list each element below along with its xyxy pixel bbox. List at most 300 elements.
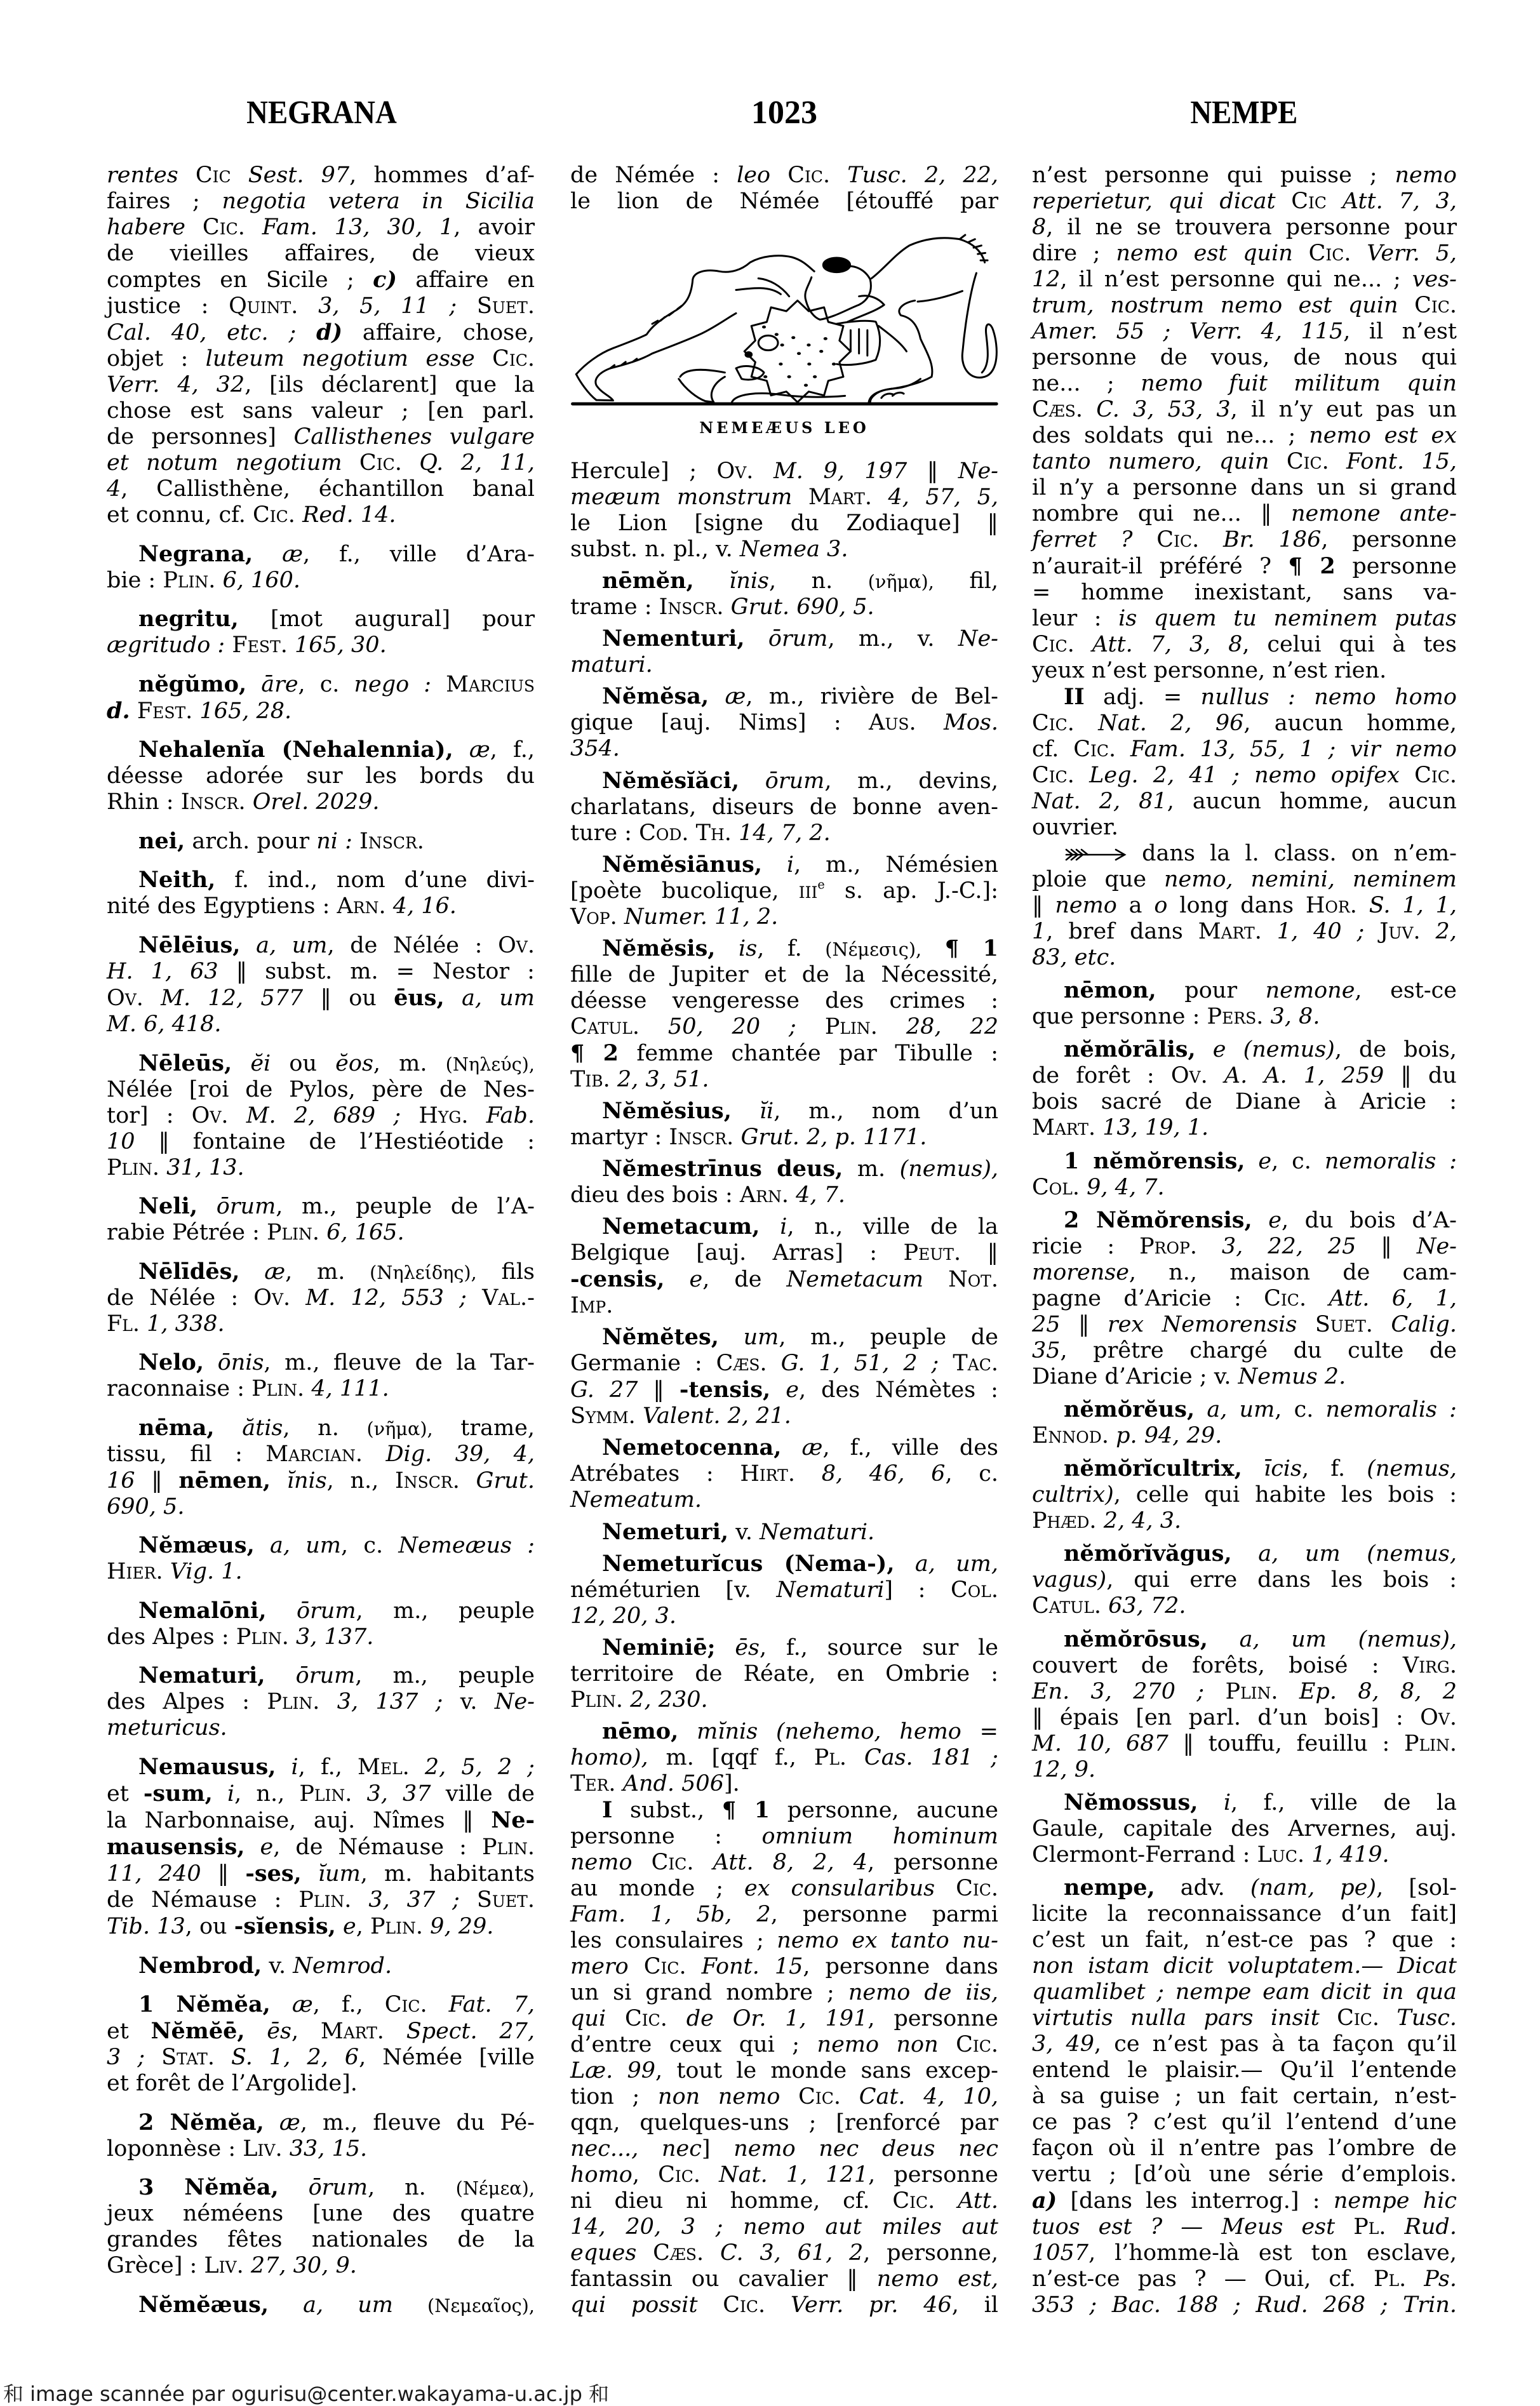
- author-abbreviation: Cic.: [892, 2188, 935, 2214]
- headword: Nehalenĭa (Nehalennia),: [138, 737, 453, 763]
- text-line: [107, 346, 535, 372]
- italic-text: Ne-: [958, 626, 998, 652]
- dictionary-entry: [107, 737, 535, 815]
- text-line: [570, 594, 998, 620]
- author-abbreviation: Cic.: [1308, 241, 1351, 266]
- text: ture :: [570, 820, 639, 846]
- text: affaire, chose,: [342, 320, 535, 345]
- text: objet :: [107, 346, 206, 371]
- paragraph: [107, 1953, 535, 1979]
- text: d’entre ceux qui ;: [570, 2031, 817, 2057]
- text-line: [570, 1824, 998, 1850]
- text: [351, 1887, 368, 1913]
- text: f. ind., nom d’une divi-: [215, 867, 535, 893]
- text-line: [570, 1403, 998, 1429]
- headword: Nĕmŏrensis,: [1095, 1206, 1252, 1233]
- author-abbreviation: Catul.: [570, 1013, 639, 1039]
- text: , f.: [1301, 1456, 1367, 1482]
- text: leur :: [1032, 606, 1119, 631]
- text: [700, 2162, 719, 2188]
- text-line: [1032, 1004, 1457, 1030]
- italic-text: a, um (nemus),: [1239, 1626, 1457, 1652]
- text: [1196, 1037, 1213, 1062]
- text: dire ;: [1032, 241, 1116, 266]
- italic-text: Att. 7, 3, 8: [1092, 632, 1243, 657]
- text: [796, 1014, 825, 1039]
- greek-form: (Νηλεύς),: [445, 1053, 535, 1075]
- bold-italic-label: c): [373, 267, 397, 293]
- italic-text: ēs: [267, 2019, 291, 2045]
- author-abbreviation: Cæs.: [653, 2240, 704, 2266]
- italic-text: nempe hic: [1333, 2188, 1457, 2214]
- text: [792, 485, 808, 510]
- text: s. ap. J.-C.]:: [824, 878, 998, 904]
- running-head-first-word: [131, 97, 512, 130]
- text-line: [1032, 1338, 1457, 1364]
- italic-text: i: [291, 1754, 298, 1780]
- text-line: [570, 852, 998, 878]
- text: fils: [476, 1259, 535, 1285]
- text: [283, 2136, 290, 2162]
- text: [636, 2240, 653, 2266]
- text: Clermont-Ferrand :: [1032, 1841, 1257, 1868]
- italic-text: Numer. 11, 2.: [624, 904, 779, 930]
- text: le Lion [signe du Zodiaque] ‖: [570, 511, 998, 536]
- dictionary-entry: [107, 1991, 535, 2097]
- text-line: [1032, 423, 1457, 449]
- text: qqn, quelques-uns ; [renforcé par: [570, 2109, 998, 2135]
- italic-text: ĭnis: [286, 1467, 327, 1494]
- text: [dans les interrog.] :: [1057, 2188, 1334, 2214]
- italic-text: Læ. 99: [570, 2057, 655, 2083]
- italic-text: omnium hominum: [761, 1823, 998, 1849]
- dictionary-entry: [570, 1098, 998, 1151]
- text-line: [1032, 2005, 1457, 2031]
- italic-text: Br. 186: [1223, 527, 1322, 552]
- text-line: [570, 1377, 998, 1403]
- dictionary-entry: [1032, 977, 1457, 1030]
- italic-text: 165, 28.: [199, 698, 292, 724]
- italic-text: 1, 40 ;: [1276, 919, 1365, 944]
- bold-text: nēmen,: [178, 1467, 271, 1494]
- text-line: [1032, 1875, 1457, 1901]
- text-line: [107, 1861, 535, 1887]
- author-abbreviation: Cic.: [1156, 527, 1200, 552]
- author-abbreviation: Plin.: [481, 1835, 535, 1860]
- greek-form: (νῆμα),: [867, 571, 934, 593]
- text: [246, 672, 261, 697]
- italic-text: Grut.: [476, 1467, 535, 1494]
- italic-text: Tib. 13: [107, 1914, 185, 1939]
- text-line: [107, 959, 535, 985]
- text: , Callisthène, échantillon banal: [121, 476, 535, 502]
- text-line: [570, 1351, 998, 1377]
- text: , f., ville des: [822, 1435, 998, 1461]
- dictionary-entry: [570, 768, 998, 846]
- italic-text: Nemetacum: [786, 1267, 924, 1293]
- italic-text: ĭum: [318, 1861, 361, 1887]
- text: m.: [843, 1156, 900, 1182]
- paragraph: [107, 2109, 535, 2162]
- text: [715, 936, 739, 961]
- dictionary-entry: [1032, 1455, 1457, 1534]
- text-line: [1032, 1757, 1457, 1783]
- text: femme chantée par Tibulle :: [619, 1040, 998, 1066]
- text: nombre qui ne... ‖: [1032, 501, 1291, 526]
- text: [253, 542, 282, 567]
- text-line: [570, 2136, 998, 2162]
- text: [poète bucolique,: [570, 878, 799, 904]
- text: vertu ; [d’où une série d’emplois.: [1032, 2161, 1457, 2187]
- headword: Nemalōni,: [138, 1597, 267, 1624]
- text: ‖ fontaine de l’Hestiéotide :: [135, 1128, 535, 1154]
- author-abbreviation: Ov.: [1170, 1063, 1208, 1089]
- text-line: [1032, 2031, 1457, 2057]
- text: , c.: [298, 671, 354, 697]
- headword: Nĕmĕsĭăci,: [602, 767, 740, 794]
- running-head-last-word: [1054, 97, 1435, 130]
- italic-text: 12, 9.: [1032, 1756, 1096, 1782]
- text-line: [107, 1259, 535, 1285]
- bold-text: 1: [138, 1991, 177, 2018]
- text: [762, 852, 787, 878]
- italic-text: Fam. 1, 5b, 2: [570, 1901, 771, 1927]
- figure-nemeaeus-leo: [570, 215, 998, 458]
- text: [698, 2292, 723, 2318]
- author-abbreviation: Cic.: [798, 2083, 841, 2109]
- text-line: [570, 2292, 998, 2318]
- text: , Némée [ville: [359, 2045, 535, 2071]
- text-line: [107, 789, 535, 815]
- author-abbreviation: Plin.: [251, 1376, 305, 1402]
- text: n’est personne qui puisse ;: [1032, 163, 1395, 188]
- headword: nempe,: [1064, 1874, 1155, 1901]
- text: [298, 293, 318, 319]
- italic-text: 6, 165.: [326, 1220, 405, 1246]
- author-abbreviation: Suet.: [476, 293, 535, 319]
- paragraph: [570, 1718, 998, 1797]
- bold-italic-label: a): [1032, 2187, 1057, 2214]
- text: [923, 1267, 948, 1292]
- text: [1304, 1842, 1311, 1868]
- text-line: [107, 215, 535, 241]
- italic-text: i: [1223, 1789, 1231, 1815]
- italic-text: i: [780, 1214, 787, 1240]
- italic-text: Nat. 2, 96: [1098, 711, 1244, 736]
- italic-text: 35: [1032, 1337, 1061, 1363]
- text-line: [570, 458, 998, 485]
- italic-text: 3, 5, 11 ;: [318, 293, 457, 319]
- dictionary-entry: [107, 541, 535, 594]
- italic-text: Nat. 1, 121: [719, 2162, 869, 2188]
- paragraph: [570, 1434, 998, 1513]
- italic-text: reperietur, qui dicat: [1032, 189, 1276, 214]
- text: , bref dans: [1046, 919, 1198, 944]
- dictionary-entry: [107, 1193, 535, 1246]
- text: [264, 2110, 279, 2135]
- author-abbreviation: Plin.: [1225, 1678, 1278, 1704]
- author-abbreviation: Cic.: [1032, 711, 1075, 736]
- text: [1269, 449, 1287, 474]
- italic-text: is quem tu neminem putas: [1118, 606, 1457, 631]
- text: [163, 1559, 170, 1584]
- italic-text: 8, 46, 6: [821, 1461, 946, 1487]
- italic-text: a, um: [270, 1533, 341, 1559]
- text-line: [1032, 606, 1457, 632]
- text: martyr :: [570, 1124, 669, 1150]
- text-line: [107, 1689, 535, 1715]
- italic-text: nemone ante-: [1290, 501, 1457, 526]
- text-line: [1032, 1679, 1457, 1705]
- text: [1276, 189, 1292, 214]
- text-line: [1032, 2292, 1457, 2318]
- text-line: [107, 319, 535, 346]
- author-abbreviation: Ter.: [570, 1770, 616, 1796]
- italic-text: luteum negotium esse: [205, 346, 475, 371]
- text: [130, 698, 137, 724]
- headword: Nĕmĕæus,: [138, 2291, 269, 2318]
- text: ‖: [1032, 893, 1055, 918]
- italic-text: 3, 8.: [1270, 1004, 1320, 1030]
- text: , m., Némésien: [794, 852, 998, 878]
- text: [1297, 1312, 1315, 1337]
- text: [386, 893, 393, 919]
- paragraph: [570, 568, 998, 620]
- text: [468, 1103, 486, 1128]
- text: fille de Jupiter et de la Nécessité,: [570, 961, 998, 987]
- author-abbreviation: Plin.: [267, 1689, 320, 1715]
- bold-text: mausensis,: [107, 1834, 245, 1860]
- paragraph: [107, 1259, 535, 1337]
- text: personne :: [570, 1823, 762, 1849]
- author-abbreviation: Inscr.: [669, 1124, 734, 1150]
- italic-text: Ne-: [1416, 1233, 1457, 1259]
- headword: nĕmŏrĕus,: [1064, 1396, 1195, 1422]
- text: [629, 1954, 644, 1979]
- author-abbreviation: Stat.: [161, 2045, 215, 2071]
- text: au monde ;: [570, 1875, 745, 1901]
- text-line: [570, 736, 998, 762]
- text: [633, 1850, 652, 1875]
- italic-text: Nemus 2.: [1238, 1363, 1346, 1389]
- bold-text: ¶ 1: [721, 1796, 770, 1823]
- dictionary-entry: [107, 828, 535, 855]
- text: , m., fleuve de la Tar-: [264, 1350, 535, 1376]
- scan-credit: 和 image scannée par ogurisu@center.wakayama-u.ac.jp 和: [3, 2382, 610, 2406]
- paragraph: [107, 1349, 535, 1402]
- italic-text: quamlibet ; nempe eam dicit in qua: [1032, 1979, 1457, 2005]
- text-line: [570, 1687, 998, 1713]
- text-line: [570, 1461, 998, 1487]
- text: de Némée :: [570, 163, 737, 188]
- text: pour: [1156, 978, 1266, 1004]
- text-line: [107, 2253, 535, 2279]
- text-line: [1032, 893, 1457, 919]
- text: [204, 1350, 218, 1375]
- text: personne, aucune: [770, 1797, 998, 1823]
- text: c’est un fait, n’est-ce pas ? que :: [1032, 1927, 1457, 1953]
- text-line: [570, 485, 998, 511]
- text: , l’homme-là est ton esclave,: [1088, 2240, 1457, 2266]
- italic-text: āre: [261, 671, 298, 697]
- author-abbreviation: Symm.: [570, 1403, 636, 1429]
- text: ,: [291, 2019, 321, 2045]
- text: [610, 1067, 617, 1092]
- paragraph: [570, 852, 998, 930]
- italic-text: æ: [801, 1435, 823, 1461]
- text: [1232, 1541, 1259, 1567]
- text: [664, 1267, 689, 1292]
- italic-text: G. 1, 51, 2 ;: [780, 1351, 939, 1377]
- text: [185, 215, 203, 240]
- text-line: [107, 737, 535, 763]
- text: , il: [951, 2292, 998, 2318]
- text: [271, 1468, 287, 1494]
- paragraph: [107, 1050, 535, 1181]
- text-line: [107, 828, 535, 855]
- author-abbreviation: Plin.: [824, 1013, 878, 1039]
- text-line: [570, 511, 998, 537]
- author-abbreviation: Hor.: [1305, 893, 1357, 918]
- text: , celle qui habite les bois :: [1113, 1482, 1457, 1508]
- text-line: [1032, 163, 1457, 189]
- author-abbreviation: Ov.: [191, 1102, 229, 1128]
- italic-text: En. 3, 270 ;: [1032, 1678, 1205, 1704]
- author-abbreviation: Mart.: [808, 485, 872, 510]
- text: façon où il n’entre pas l’ombre de: [1032, 2135, 1457, 2161]
- text: [460, 1468, 476, 1494]
- text-line: [107, 1220, 535, 1246]
- column-1: [107, 163, 535, 2318]
- text: [1197, 1234, 1222, 1259]
- text: dans la l. class. on n’em-: [1127, 841, 1457, 866]
- text: [427, 1992, 449, 2017]
- italic-text: nego :: [354, 671, 432, 697]
- italic-text: virtutis nulla pars insit: [1032, 2005, 1320, 2031]
- paragraph: [570, 458, 998, 563]
- text: [1327, 189, 1342, 214]
- italic-text: 3, 49: [1032, 2031, 1095, 2057]
- text: [229, 1103, 246, 1128]
- text: n’aurait-il préféré ?: [1032, 554, 1289, 579]
- text-line: [1032, 189, 1457, 215]
- italic-text: nec..., nec: [570, 2135, 702, 2162]
- headword: nĕgŭmo,: [138, 671, 247, 697]
- text: [745, 626, 768, 652]
- text-line: [1032, 1364, 1457, 1390]
- hercules-lion-illustration: [568, 216, 1007, 419]
- text-line: [570, 1745, 998, 1771]
- bold-text: II: [1064, 684, 1085, 710]
- text-line: [107, 985, 535, 1012]
- text: licite la reconnaissance d’un fait]: [1032, 1901, 1457, 1927]
- text: déesse vengeresse des crimes :: [570, 987, 998, 1013]
- text: adv.: [1155, 1875, 1250, 1901]
- text: [231, 163, 248, 188]
- paragraph: [1032, 1207, 1457, 1390]
- text: [271, 1992, 292, 2017]
- headword: negritu,: [138, 606, 239, 632]
- text: [719, 1325, 744, 1350]
- text-line: [107, 1662, 535, 1689]
- dictionary-entry: [1032, 1036, 1457, 1141]
- text: raconnaise :: [107, 1376, 252, 1402]
- text-line: [1032, 1423, 1457, 1449]
- headword: nĕmŏrōsus,: [1064, 1626, 1208, 1652]
- text-line: [1032, 1705, 1457, 1731]
- italic-text: e: [260, 1835, 274, 1860]
- text-line: [107, 2045, 535, 2071]
- dictionary-entry: [107, 867, 535, 919]
- author-abbreviation: Fest.: [232, 632, 288, 658]
- italic-text: 4, 7.: [796, 1182, 846, 1208]
- dictionary-entry: [570, 1324, 998, 1429]
- text: , de Némause :: [273, 1835, 482, 1860]
- text-line: [570, 794, 998, 820]
- text: [935, 2188, 958, 2214]
- italic-text: 6, 160.: [222, 567, 300, 593]
- text: , c.: [945, 1461, 998, 1487]
- author-abbreviation: Plin.: [267, 1220, 320, 1246]
- italic-text: Ep. 8, 8, 2: [1299, 1678, 1457, 1704]
- greek-form: (Νεμεαῖος),: [427, 2294, 535, 2316]
- italic-text: 63, 72.: [1108, 1593, 1186, 1619]
- text: ‖ subst. m. = Nestor :: [218, 958, 535, 984]
- text: [295, 502, 302, 528]
- text-line: [1032, 1567, 1457, 1593]
- italic-text: Ne-: [494, 1689, 535, 1715]
- text: [770, 163, 787, 188]
- italic-text: et notum negotium: [107, 450, 342, 476]
- headword: Nēlīdēs,: [138, 1258, 240, 1285]
- text-line: [107, 450, 535, 476]
- text: [198, 1194, 217, 1219]
- text: [733, 1125, 740, 1150]
- paragraph: [107, 163, 535, 528]
- text: ni dieu ni homme, cf.: [570, 2188, 893, 2214]
- text: un si grand nombre ;: [570, 1979, 848, 2005]
- text-line: [1032, 2188, 1457, 2214]
- text: [1252, 1208, 1269, 1233]
- italic-text: ĕi: [250, 1050, 271, 1076]
- paragraph: [570, 1519, 998, 1546]
- text: tissu, fil :: [107, 1441, 266, 1467]
- text-line: [107, 1376, 535, 1402]
- text: , personne: [1321, 527, 1457, 552]
- text-line: [570, 878, 998, 904]
- text: comptes en Sicile ;: [107, 267, 373, 293]
- italic-text: (nam, pe): [1250, 1875, 1377, 1901]
- text-line: [1032, 1816, 1457, 1842]
- italic-text: 2, 230.: [630, 1687, 708, 1713]
- dictionary-entry: [570, 1519, 998, 1546]
- italic-text: 3, 37 ;: [368, 1887, 460, 1913]
- italic-text: (nemus),: [899, 1156, 998, 1182]
- text-line: [107, 1807, 535, 1834]
- paragraph: [107, 1662, 535, 1741]
- text: subst.,: [612, 1797, 722, 1823]
- text-line: [1032, 371, 1457, 397]
- text-line: [107, 1624, 535, 1650]
- text: [1097, 1508, 1104, 1534]
- italic-text: 9, 4, 7.: [1087, 1174, 1165, 1200]
- italic-text: 14, 7, 2.: [739, 820, 831, 846]
- text: , m., peuple: [356, 1598, 535, 1624]
- italic-text: M. 6, 418.: [107, 1011, 222, 1037]
- italic-text: 165, 30.: [294, 632, 387, 658]
- text: Grèce] :: [107, 2253, 204, 2279]
- author-abbreviation: Ov.: [1420, 1704, 1457, 1730]
